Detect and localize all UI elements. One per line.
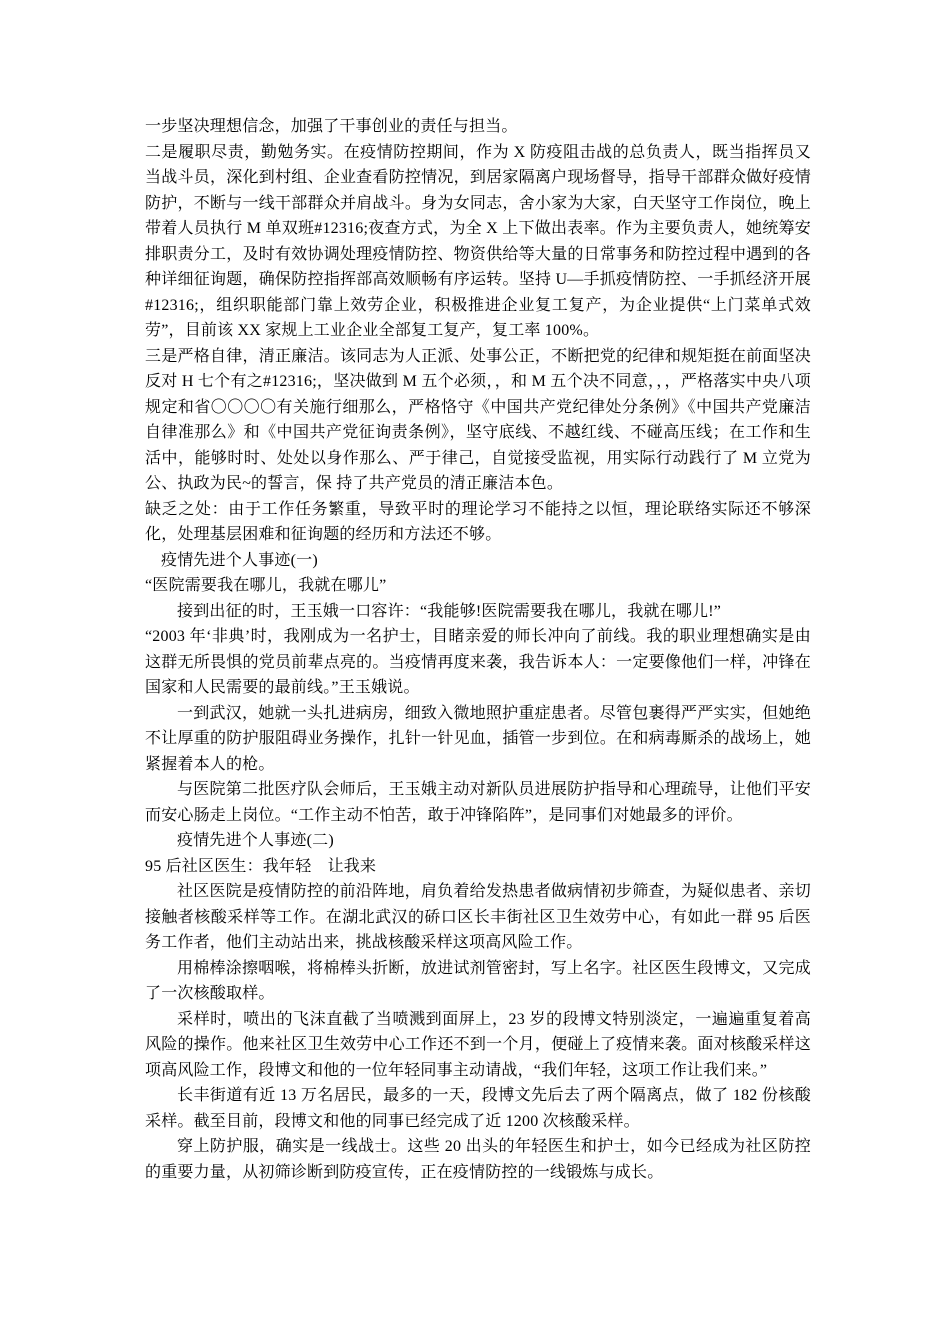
paragraph: 社区医院是疫情防控的前沿阵地，肩负着给发热患者做病情初步筛查，为疑似患者、亲切接触者核酸采样等工作。在湖北武汉的硚口区长丰街社区卫生效劳中心，有如此一群 95 后医务工作者，他们主动站出来，挑战核酸采样这项高风险工作。 <box>145 883 811 951</box>
paragraph: 二是履职尽责，勤勉务实。在疫情防控期间，作为 X 防疫阻击战的总负责人，既当指挥员又当战斗员，深化到村组、企业查看防控情况，到居家隔离户现场督导，指导干部群众做好疫情防护，不断与一线干部群众并肩战斗。身为女同志，舍小家为大家，白天坚守工作岗位，晚上带着人员执行 M 单双班#12316;夜查方式，为全 X 上下做出表率。作为主要负责人，她统筹安排职责分工，及时有效协调处理疫情防控、物资供给等大量的日常事务和防控过程中遇到的各种详细征询题，确保防控指挥部高效顺畅有序运转。坚持 U—手抓疫情防控、一手抓经济开展#12316;，组织职能部门靠上效劳企业，积极推进企业复工复产，为企业提供“上门菜单式效劳”，目前该 XX 家规上工业企业全部复工复产，复工率 100%。 <box>145 143 811 339</box>
paragraph: 缺乏之处：由于工作任务繁重，导致平时的理论学习不能持之以恒，理论联络实际还不够深化，处理基层困难和征询题的经历和方法还不够。 <box>145 500 811 543</box>
paragraph: 95 后社区医生：我年轻 让我来 <box>145 857 377 875</box>
paragraph: 采样时，喷出的飞沫直截了当喷溅到面屏上，23 岁的段博文特别淡定，一遍遍重复着高风险的操作。他来社区卫生效劳中心工作还不到一个月，便碰上了疫情来袭。面对核酸采样这项高风险工作，段博文和他的一位年轻同事主动请战，“我们年轻，这项工作让我们来。” <box>145 1010 811 1079</box>
paragraph: 长丰街道有近 13 万名居民，最多的一天，段博文先后去了两个隔离点，做了 182 份核酸采样。截至目前，段博文和他的同事已经完成了近 1200 次核酸采样。 <box>145 1087 811 1130</box>
paragraph: “2003 年‘非典’时，我刚成为一名护士，目睹亲爱的师长冲向了前线。我的职业理想确实是由这群无所畏惧的党员前辈点亮的。当疫情再度来袭，我告诉本人：一定要像他们一样，冲锋在国家和人民需要的最前线。”王玉娥说。 <box>145 628 811 696</box>
paragraph: 疫情先进个人事迹(二) <box>177 832 334 849</box>
paragraph: 与医院第二批医疗队会师后，王玉娥主动对新队员进展防护指导和心理疏导，让他们平安而安心肠走上岗位。“工作主动不怕苦，敢于冲锋陷阵”，是同事们对她最多的评价。 <box>145 781 811 824</box>
paragraph: 接到出征的时，王玉娥一口容许：“我能够!医院需要我在哪儿，我就在哪儿!” <box>177 602 722 620</box>
document-body <box>145 114 811 1185</box>
paragraph: 一步坚决理想信念，加强了干事创业的责任与担当。 <box>145 118 518 135</box>
paragraph: 一到武汉，她就一头扎进病房，细致入微地照护重症患者。尽管包裹得严严实实，但她绝不让厚重的防护服阻碍业务操作，扎针一针见血，插管一步到位。在和病毒厮杀的战场上，她紧握着本人的枪。 <box>145 704 811 773</box>
paragraph: 三是严格自律，清正廉洁。该同志为人正派、处事公正，不断把党的纪律和规矩挺在前面坚决反对 H 七个有之#12316;，坚决做到 M 五个必须，，和 M 五个决不同意，，，严格落实中央八项规定和省〇〇〇〇有关施行细那么，严格恪守《中国共产党纪律处分条例》《中国共产党廉洁自律准那么》和《中国共产党征询责条例》，坚守底线、不越红线、不碰高压线；在工作和生活中，能够时时、处处以身作那么、严于律己，自觉接受监视，用实际行动践行了 M 立党为公、执政为民~的誓言，保 持了共产党员的清正廉洁本色。 <box>145 347 811 492</box>
paragraph: 用棉棒涂擦咽喉，将棉棒头折断，放进试剂管密封，写上名字。社区医生段博文，又完成了一次核酸取样。 <box>145 959 811 1002</box>
paragraph: “医院需要我在哪儿，我就在哪儿” <box>145 577 387 594</box>
paragraph: 穿上防护服，确实是一线战士。这些 20 出头的年轻医生和护士，如今已经成为社区防控的重要力量，从初筛诊断到防疫宣传，正在疫情防控的一线锻炼与成长。 <box>145 1138 811 1181</box>
paragraph: 疫情先进个人事迹(一) <box>161 551 318 569</box>
